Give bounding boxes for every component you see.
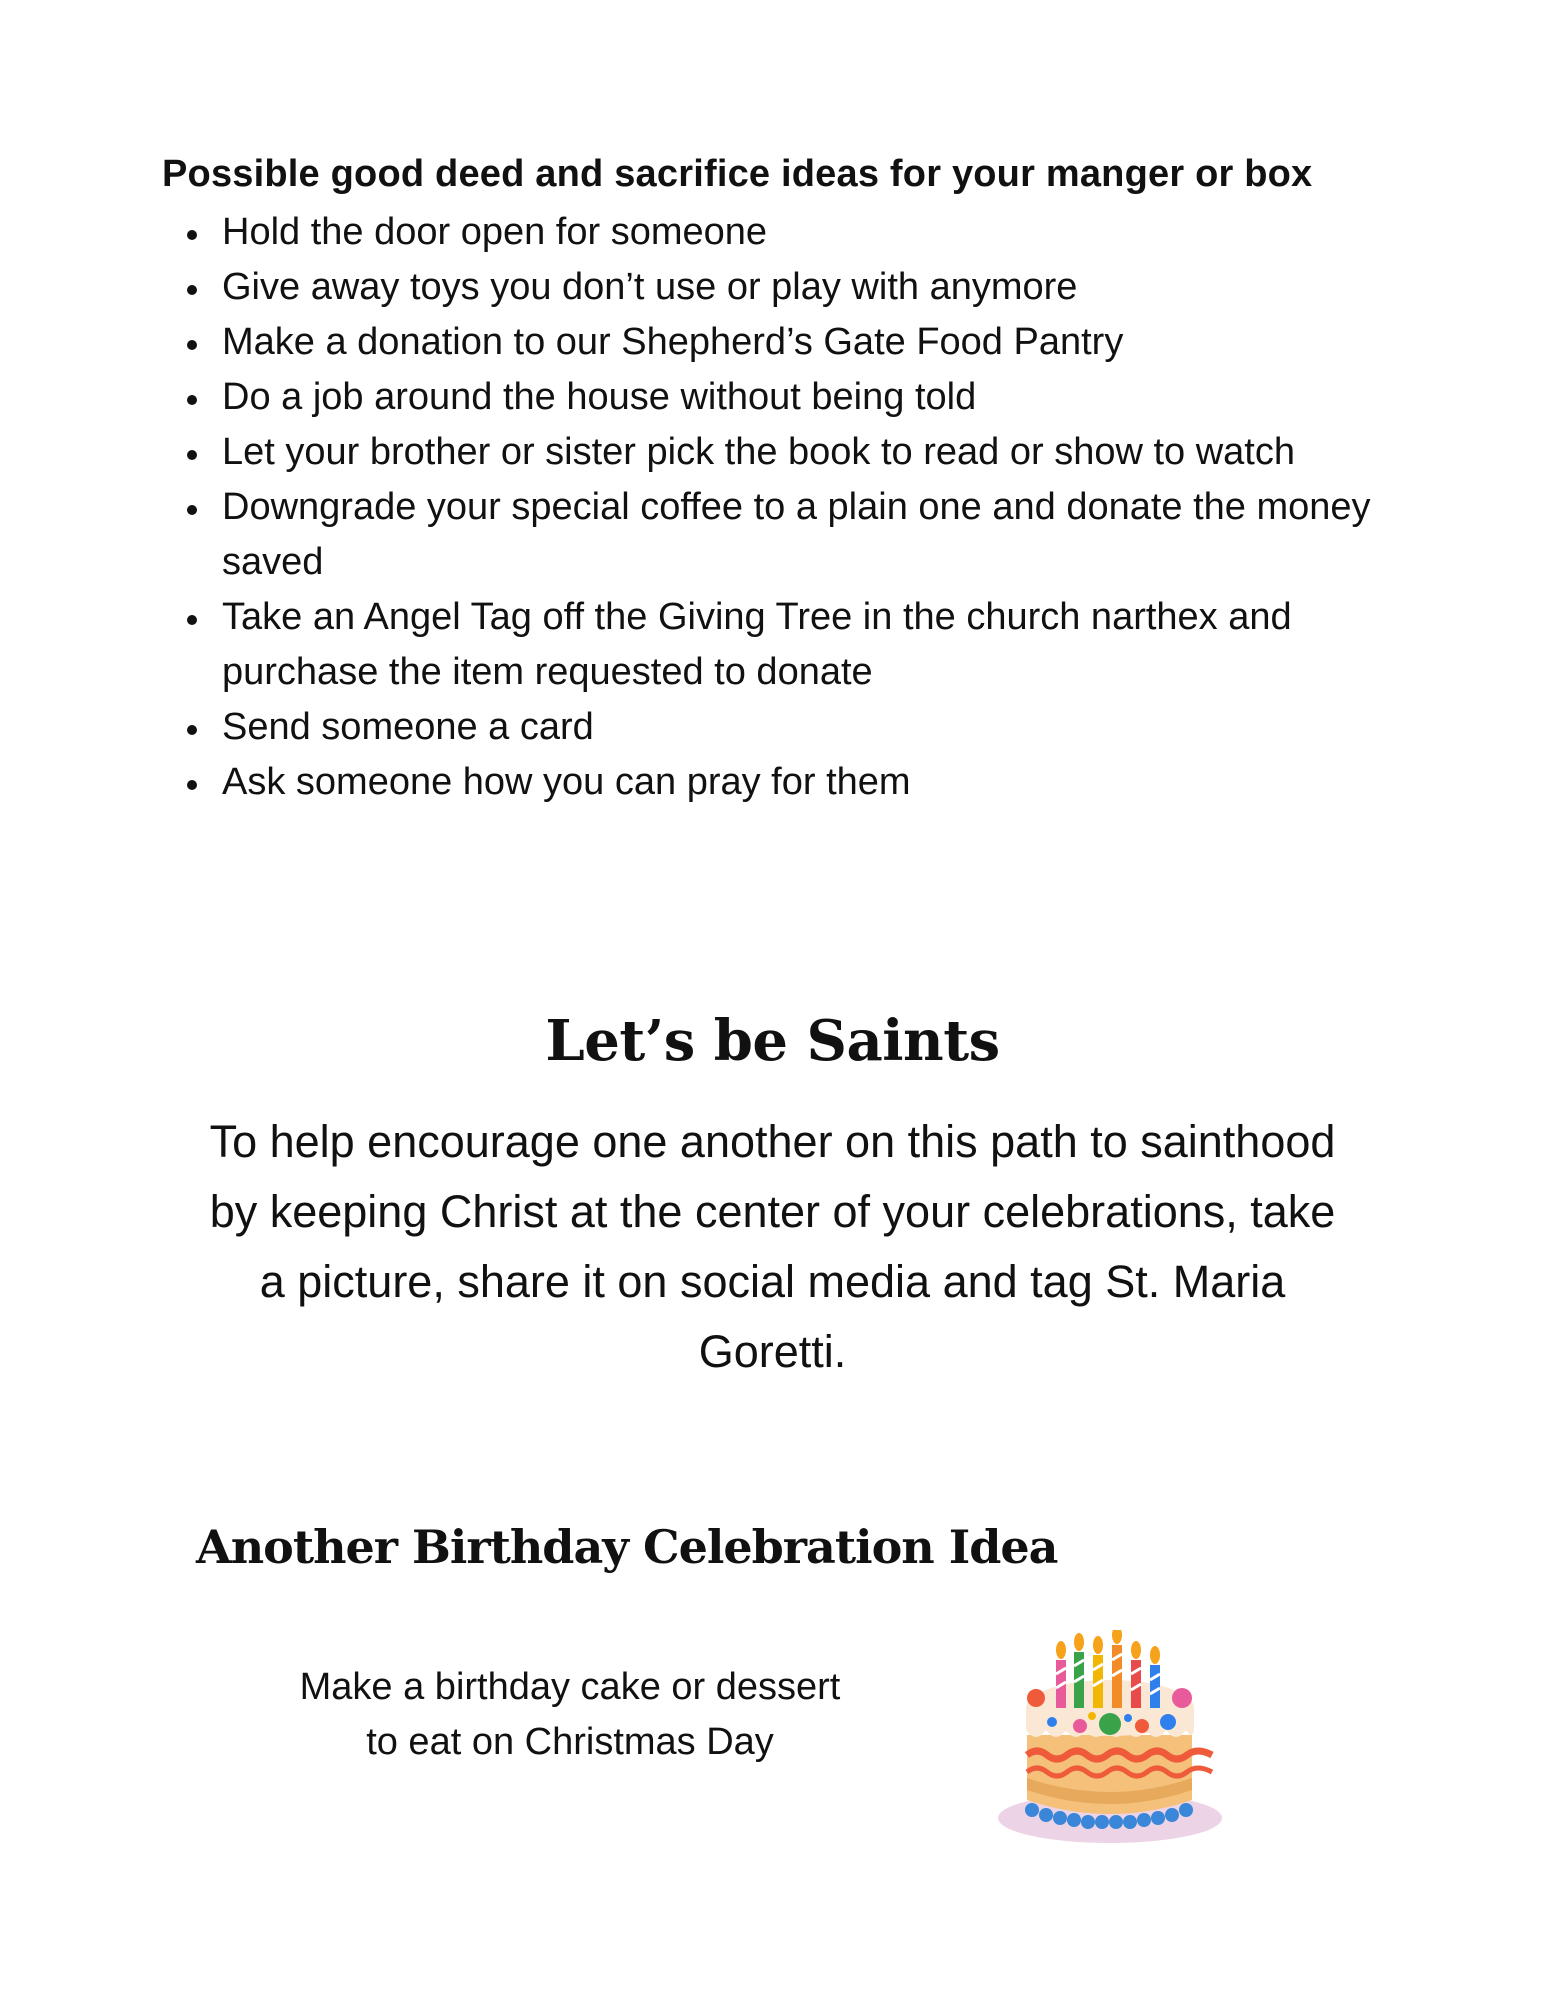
list-item: Send someone a card — [222, 700, 1382, 755]
saints-paragraph: To help encourage one another on this path to sainthood by keeping Christ at the center of your celebrations, take a picture, share it on social media and tag St. Maria Goretti. — [209, 1116, 1336, 1377]
birthday-idea-line-2: to eat on Christmas Day — [366, 1721, 774, 1763]
birthday-idea-line-1: Make a birthday cake or dessert — [299, 1666, 841, 1708]
list-item: Hold the door open for someone — [222, 205, 1382, 260]
list-item: Make a donation to our Shepherd’s Gate Food Pantry — [222, 315, 1382, 370]
birthday-idea-text — [230, 1660, 910, 1770]
list-item: Do a job around the house without being told — [222, 370, 1382, 425]
list-item: Let your brother or sister pick the book to read or show to watch — [222, 425, 1382, 480]
saints-heading: Let’s be Saints — [545, 1008, 1000, 1074]
list-item: Take an Angel Tag off the Giving Tree in the church narthex and purchase the item requested to donate — [222, 590, 1382, 700]
birthday-cake-icon — [992, 1630, 1228, 1850]
ideas-list — [222, 205, 1382, 810]
list-item: Ask someone how you can pray for them — [222, 755, 1382, 810]
birthday-heading: Another Birthday Celebration Idea — [196, 1520, 1058, 1574]
ideas-title: Possible good deed and sacrifice ideas for your manger or box — [162, 153, 1313, 195]
list-item: Give away toys you don’t use or play with anymore — [222, 260, 1382, 315]
list-item: Downgrade your special coffee to a plain one and donate the money saved — [222, 480, 1382, 590]
